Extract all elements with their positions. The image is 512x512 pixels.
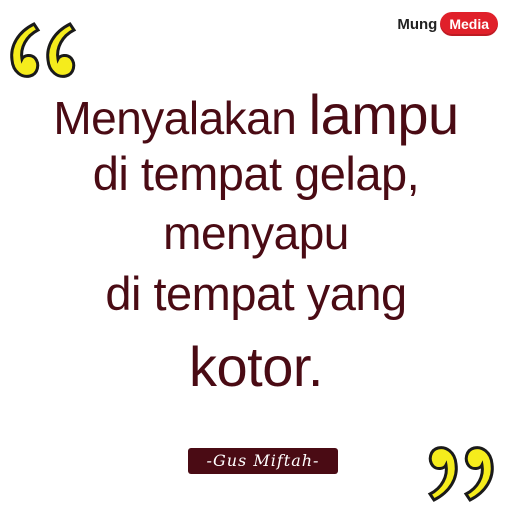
quote-line-2: di tempat gelap, [92, 147, 420, 200]
brand-logo [397, 10, 498, 38]
quote-line-5: kotor. [189, 335, 323, 398]
quote-line-1-b: lampu [308, 83, 459, 146]
quote-line-1-a: Menyalakan [53, 92, 297, 144]
quote-line-3: menyapu [163, 207, 349, 259]
close-quote-icon [420, 430, 500, 510]
quote-line-4: di tempat yang [105, 267, 407, 320]
author-label: -Gus Miftah- [188, 448, 338, 474]
brand-media-badge: Media [440, 12, 498, 36]
quote-line-1 [0, 82, 512, 147]
brand-mung-text: Mung [397, 15, 438, 33]
